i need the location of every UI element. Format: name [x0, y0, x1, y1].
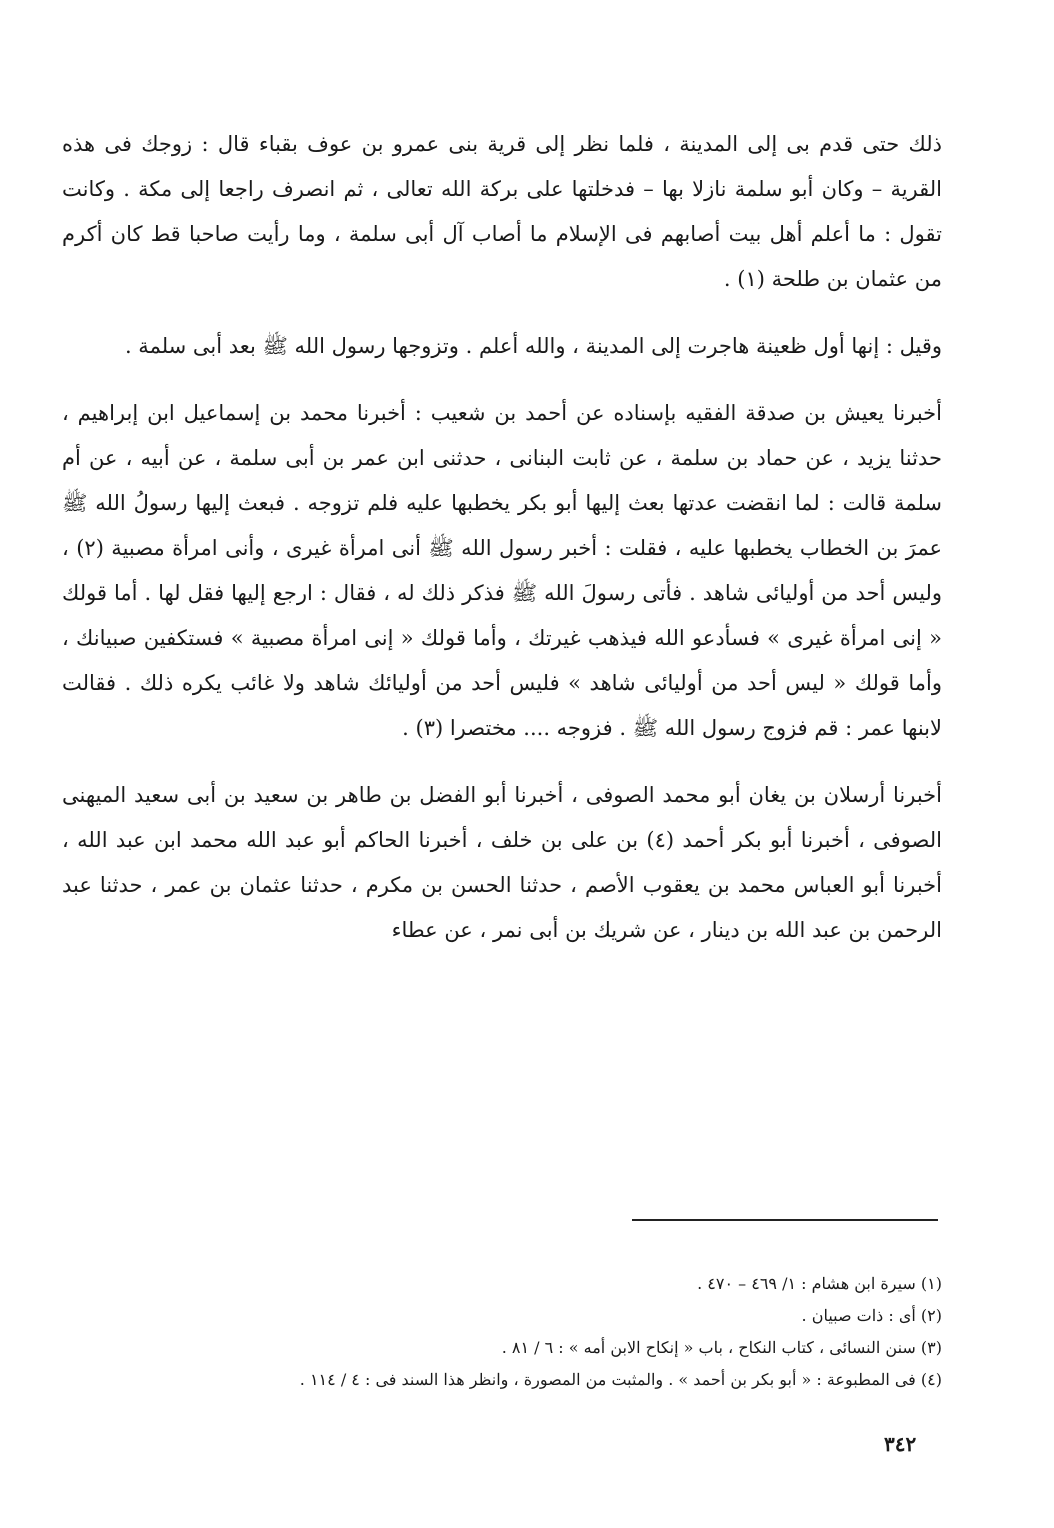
- paragraph: أخبرنا أرسلان بن يغان أبو محمد الصوفى ، أخبرنا أبو الفضل بن طاهر بن سعيد بن أبى سعيد الميهنى الصوفى ، أخبرنا أبو بكر أحمد (٤) بن على بن خلف ، أخبرنا الحاكم أبو عبد الله محمد ابن عبد الله ، أخبرنا أبو العباس محمد بن يعقوب الأصم ، حدثنا الحسن بن مكرم ، حدثنا عثمان بن عمر ، حدثنا عبد الرحمن بن عبد الله بن دينار ، عن شريك بن أبى نمر ، عن عطاء: [62, 783, 942, 942]
- paragraph: ذلك حتى قدم بى إلى المدينة ، فلما نظر إلى قرية بنى عمرو بن عوف بقباء قال : زوجك فى هذه القرية – وكان أبو سلمة نازلا بها – فدخلتها على بركة الله تعالى ، ثم انصرف راجعا إلى مكة . وكانت تقول : ما أعلم أهل بيت أصابهم فى الإسلام ما أصاب آل أبى سلمة ، وما رأيت صاحبا قط كان أكرم من عثمان بن طلحة (١) .: [62, 132, 942, 291]
- footnote: (١) سيرة ابن هشام : ١/ ٤٦٩ – ٤٧٠ .: [697, 1274, 942, 1293]
- footnote: (٣) سنن النسائى ، كتاب النكاح ، باب « إنكاح الابن أمه » : ٦ / ٨١ .: [501, 1338, 942, 1357]
- paragraph: أخبرنا يعيش بن صدقة الفقيه بإسناده عن أحمد بن شعيب : أخبرنا محمد بن إسماعيل ابن إبراهيم ، حدثنا يزيد ، عن حماد بن سلمة ، عن ثابت البنانى ، حدثنى ابن عمر بن أبى سلمة ، عن أبيه ، عن أم سلمة قالت : لما انقضت عدتها بعث إليها أبو بكر يخطبها عليه فلم تزوجه . فبعث إليها رسولُ الله ﷺ عمرَ بن الخطاب يخطبها عليه ، فقلت : أخبر رسول الله ﷺ أنى امرأة غيرى ، وأنى امرأة مصبية (٢) ، وليس أحد من أوليائى شاهد . فأتى رسولَ الله ﷺ فذكر ذلك له ، فقال : ارجع إليها فقل لها . أما قولك « إنى امرأة غيرى » فسأدعو الله فيذهب غيرتك ، وأما قولك « إنى امرأة مصبية » فستكفين صبيانك ، وأما قولك « ليس أحد من أوليائى شاهد » فليس أحد من أوليائك شاهد ولا غائب يكره ذلك . فقالت لابنها عمر : قم فزوج رسول الله ﷺ . فزوجه .... مختصرا (٣) .: [62, 401, 942, 740]
- page-number: ٣٤٢: [884, 1432, 917, 1456]
- footnote-divider: [632, 1219, 938, 1221]
- body-text: [62, 122, 942, 953]
- paragraph: وقيل : إنها أول ظعينة هاجرت إلى المدينة ، والله أعلم . وتزوجها رسول الله ﷺ بعد أبى سلمة .: [124, 334, 942, 358]
- footnote: (٢) أى : ذات صبيان .: [801, 1306, 942, 1325]
- footnotes: [112, 1268, 942, 1396]
- footnote: (٤) فى المطبوعة : « أبو بكر بن أحمد » . والمثبت من المصورة ، وانظر هذا السند فى : ٤ / ١١٤ .: [299, 1370, 942, 1389]
